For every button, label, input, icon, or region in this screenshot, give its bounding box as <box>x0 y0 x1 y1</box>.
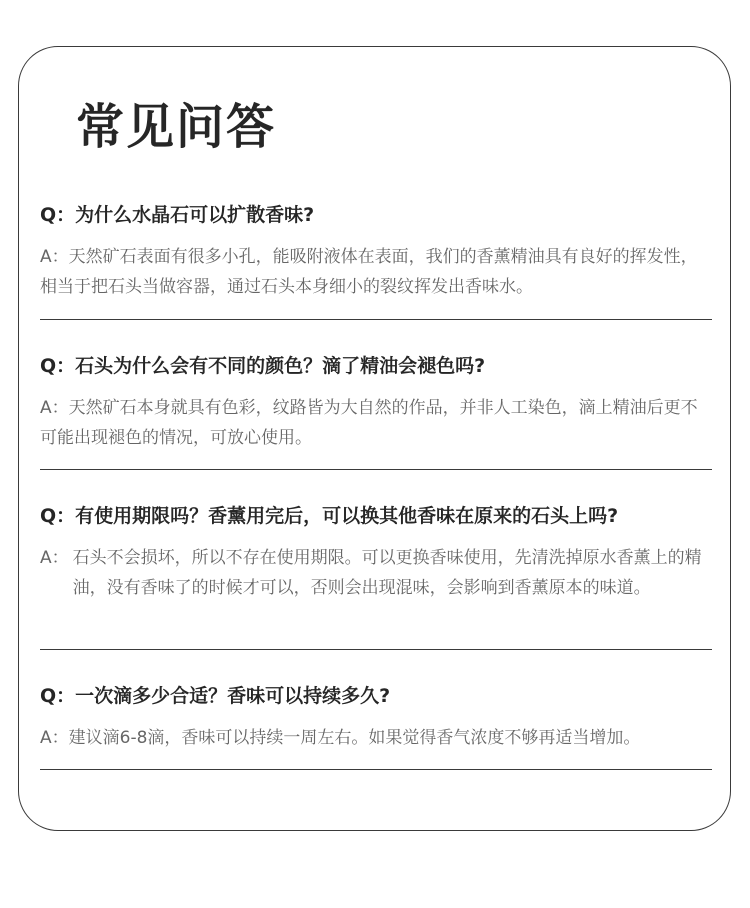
faq-item-3 <box>40 501 712 603</box>
faq-card <box>18 46 731 831</box>
divider <box>40 769 712 770</box>
answer-text: 天然矿石本身就具有色彩，纹路皆为大自然的作品，并非人工染色，滴上精油后更不可能出现褪色的情况，可放心使用。 <box>40 398 698 448</box>
faq-answer <box>40 393 712 453</box>
answer-prefix: A： <box>40 728 69 748</box>
divider <box>40 649 712 650</box>
answer-prefix: A： <box>40 548 69 568</box>
answer-prefix: A： <box>40 398 69 418</box>
faq-item-4 <box>40 681 712 753</box>
page-title: 常见问答 <box>76 99 277 155</box>
answer-prefix: A： <box>40 247 69 267</box>
faq-question: Q：有使用期限吗？香薰用完后，可以换其他香味在原来的石头上吗? <box>40 505 619 527</box>
faq-answer <box>40 723 712 753</box>
faq-answer <box>40 242 712 302</box>
faq-question: Q：石头为什么会有不同的颜色？滴了精油会褪色吗? <box>40 355 486 377</box>
answer-text: 建议滴6-8滴，香味可以持续一周左右。如果觉得香气浓度不够再适当增加。 <box>68 728 641 748</box>
answer-text: 天然矿石表面有很多小孔，能吸附液体在表面，我们的香薰精油具有良好的挥发性，相当于把石头当做容器，通过石头本身细小的裂纹挥发出香味水。 <box>40 247 698 297</box>
faq-question: Q：一次滴多少合适？香味可以持续多久? <box>40 685 391 707</box>
answer-text: 石头不会损坏，所以不存在使用期限。可以更换香味使用，先清洗掉原水香薰上的精油，没有香味了的时候才可以，否则会出现混味，会影响到香薰原本的味道。 <box>72 548 702 598</box>
faq-question: Q：为什么水晶石可以扩散香味? <box>40 204 315 226</box>
faq-item-2 <box>40 351 712 453</box>
divider <box>40 469 712 470</box>
faq-item-1 <box>40 200 712 302</box>
divider <box>40 319 712 320</box>
faq-answer <box>40 543 712 603</box>
